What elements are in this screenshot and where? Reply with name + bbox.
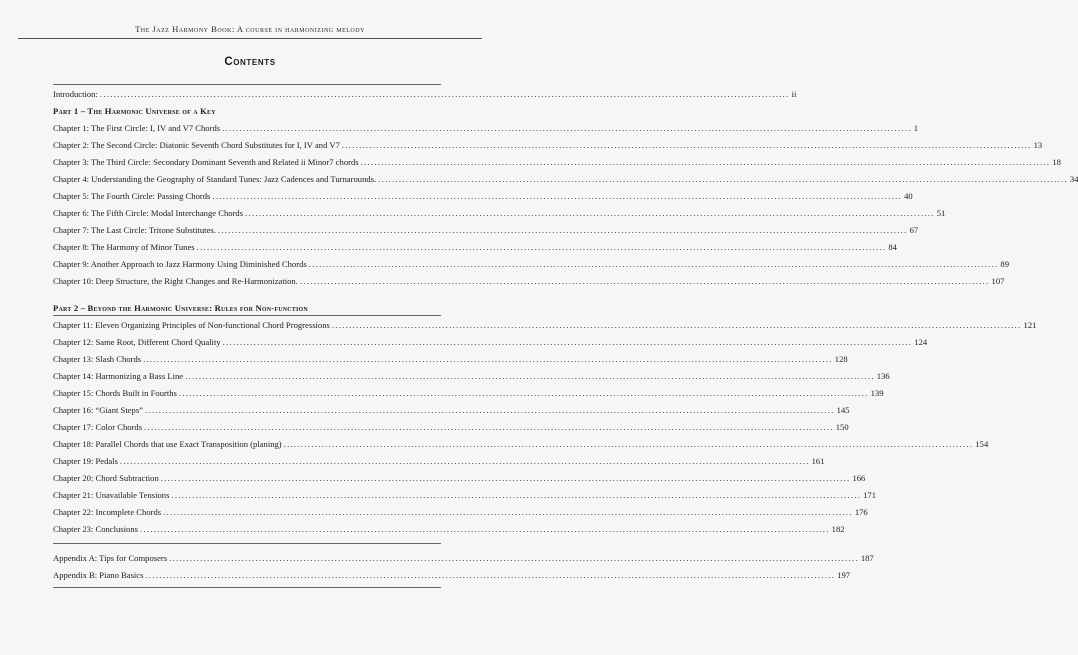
dot-leader: ........................................................................................................................................................................................................ [222,123,912,133]
toc-entry-label: Chapter 6: The Fifth Circle: Modal Interchange Chords [53,208,244,218]
toc-entry-page: 1 [913,123,919,133]
toc-entry-page: 171 [863,490,877,500]
toc-entry-page: 51 [936,208,946,218]
toc-entry-page: 107 [991,276,1005,286]
toc-entry-label: Chapter 15: Chords Built in Fourths [53,388,177,398]
dot-leader: ........................................................................................................................................................................................................ [283,439,974,449]
dot-leader: ........................................................................................................................................................................................................ [308,259,999,269]
toc-entry-label: Chapter 8: The Harmony of Minor Tunes [53,242,195,252]
toc-entry-page: 13 [1033,140,1043,150]
dot-leader: ........................................................................................................................................................................................................ [145,570,836,580]
dot-leader: ........................................................................................................................................................................................................ [341,140,1032,150]
toc-entry-chapter[interactable] [53,320,1037,332]
toc-entry-page: 40 [904,191,913,201]
toc-entry-page: 67 [909,225,919,235]
toc-entry-page: 176 [854,507,868,517]
header-rule [18,38,482,39]
toc-entry-label: Chapter 10: Deep Structure, the Right Changes and Re-Harmonization. [53,276,298,286]
dot-leader: ........................................................................................................................................................................................................ [144,422,834,432]
toc-entry-chapter[interactable] [53,456,825,468]
toc-entry-introduction[interactable] [53,89,797,101]
toc-entry-label: Chapter 5: The Fourth Circle: Passing Chords [53,191,211,201]
toc-entry-page: 139 [870,388,884,398]
toc-entry-label: Chapter 2: The Second Circle: Diatonic Seventh Chord Substitutes for I, IV and V7 [53,140,340,150]
toc-entry-chapter[interactable] [53,174,1078,186]
toc-entry-page: 187 [860,553,874,563]
toc-entry-label: Chapter 17: Color Chords [53,422,143,432]
dot-leader: ........................................................................................................................................................................................................ [99,89,790,99]
toc-entry-page: 150 [835,422,849,432]
toc-entry-chapter[interactable] [53,507,868,519]
toc-entry-label: Chapter 19: Pedals [53,456,118,466]
toc-entry-label: Appendix A: Tips for Composers [53,553,168,563]
dot-leader: ........................................................................................................................................................................................................ [169,553,859,563]
toc-entry-page: 161 [811,456,825,466]
appendix-rule [53,543,441,544]
toc-entry-appendix[interactable] [53,570,851,582]
toc-entry-page: 166 [852,473,866,483]
dot-leader: ........................................................................................................................................................................................................ [119,456,810,466]
toc-top-rule [53,84,441,85]
toc-entry-chapter[interactable] [53,490,877,502]
toc-entry-page: 124 [914,337,928,347]
part1-heading: Part 1 – The Harmonic Universe of a Key [53,106,216,116]
toc-entry-label: Chapter 18: Parallel Chords that use Exact Transposition (planing) [53,439,282,449]
dot-leader: ........................................................................................................................................................................................................ [185,371,875,381]
toc-entry-label: Chapter 16: “Giant Steps” [53,405,143,415]
toc-entry-chapter[interactable] [53,276,1005,288]
toc-entry-chapter[interactable] [53,242,897,254]
toc-entry-chapter[interactable] [53,371,890,383]
toc-entry-label: Chapter 13: Slash Chords [53,354,142,364]
toc-entry-chapter[interactable] [53,123,919,135]
toc-entry-chapter[interactable] [53,405,850,417]
running-head: The Jazz Harmony Book: A course in harmonizing melody [135,24,365,34]
toc-entry-page: 89 [1000,259,1009,269]
toc-entry-label: Chapter 20: Chord Subtraction [53,473,159,483]
page-title: Contents [224,56,276,68]
toc-entry-label: Chapter 21: Unavailable Tensions [53,490,170,500]
toc-entry-page: 128 [834,354,848,364]
toc-entry-label: Chapter 7: The Last Circle: Tritone Substitutes. [53,225,216,235]
toc-entry-chapter[interactable] [53,354,848,366]
toc-entry-label: Chapter 23: Conclusions [53,524,138,534]
dot-leader: ........................................................................................................................................................................................................ [163,507,853,517]
toc-entry-label: Chapter 4: Understanding the Geography of Standard Tunes: Jazz Cadences and Turnarounds. [53,174,377,184]
toc-entry-page: 145 [836,405,850,415]
toc-entry-page: 136 [876,371,890,381]
dot-leader: ........................................................................................................................................................................................................ [212,191,903,201]
toc-entry-chapter[interactable] [53,439,989,451]
dot-leader: ........................................................................................................................................................................................................ [378,174,1068,184]
toc-entry-chapter[interactable] [53,473,866,485]
toc-entry-label: Appendix B: Piano Basics [53,570,144,580]
dot-leader: ........................................................................................................................................................................................................ [331,320,1022,330]
dot-leader: ........................................................................................................................................................................................................ [139,524,830,534]
toc-entry-chapter[interactable] [53,191,913,203]
dot-leader: ........................................................................................................................................................................................................ [245,208,935,218]
toc-entry-label: Chapter 3: The Third Circle: Secondary Dominant Seventh and Related ii Minor7 chords [53,157,359,167]
dot-leader: ........................................................................................................................................................................................................ [196,242,887,252]
toc-entry-chapter[interactable] [53,422,849,434]
toc-entry-chapter[interactable] [53,388,884,400]
toc-entry-label: Introduction: [53,89,98,99]
toc-entry-chapter[interactable] [53,259,1009,271]
dot-leader: ........................................................................................................................................................................................................ [160,473,851,483]
toc-entry-chapter[interactable] [53,524,845,536]
toc-entry-page: 18 [1052,157,1061,167]
part2-heading: Part 2 – Beyond the Harmonic Universe: Rules for Non-function [53,303,308,313]
toc-entry-label: Chapter 22: Incomplete Chords [53,507,162,517]
dot-leader: ........................................................................................................................................................................................................ [143,354,833,364]
toc-entry-label: Chapter 12: Same Root, Different Chord Quality [53,337,221,347]
toc-entry-page: 182 [831,524,845,534]
dot-leader: ........................................................................................................................................................................................................ [222,337,913,347]
dot-leader: ........................................................................................................................................................................................................ [217,225,908,235]
dot-leader: ........................................................................................................................................................................................................ [178,388,869,398]
toc-entry-page: 121 [1023,320,1037,330]
dot-leader: ........................................................................................................................................................................................................ [360,157,1051,167]
toc-entry-page: 154 [975,439,989,449]
toc-entry-page: 34 [1069,174,1078,184]
toc-entry-label: Chapter 9: Another Approach to Jazz Harmony Using Diminished Chords [53,259,307,269]
toc-entry-page: 197 [837,570,851,580]
toc-entry-chapter[interactable] [53,140,1043,152]
toc-entry-chapter[interactable] [53,225,919,237]
dot-leader: ........................................................................................................................................................................................................ [299,276,990,286]
toc-entry-label: Chapter 14: Harmonizing a Bass Line [53,371,184,381]
toc-entry-appendix[interactable] [53,553,874,565]
toc-bottom-rule [53,587,441,588]
toc-entry-chapter[interactable] [53,157,1061,169]
dot-leader: ........................................................................................................................................................................................................ [171,490,862,500]
toc-entry-label: Chapter 11: Eleven Organizing Principles of Non-functional Chord Progressions [53,320,330,330]
part2-rule [53,315,441,316]
toc-entry-chapter[interactable] [53,337,928,349]
dot-leader: ........................................................................................................................................................................................................ [144,405,835,415]
toc-entry-page: 84 [888,242,897,252]
toc-entry-page: ii [791,89,797,99]
toc-entry-chapter[interactable] [53,208,946,220]
toc-entry-label: Chapter 1: The First Circle: I, IV and V7 Chords [53,123,221,133]
